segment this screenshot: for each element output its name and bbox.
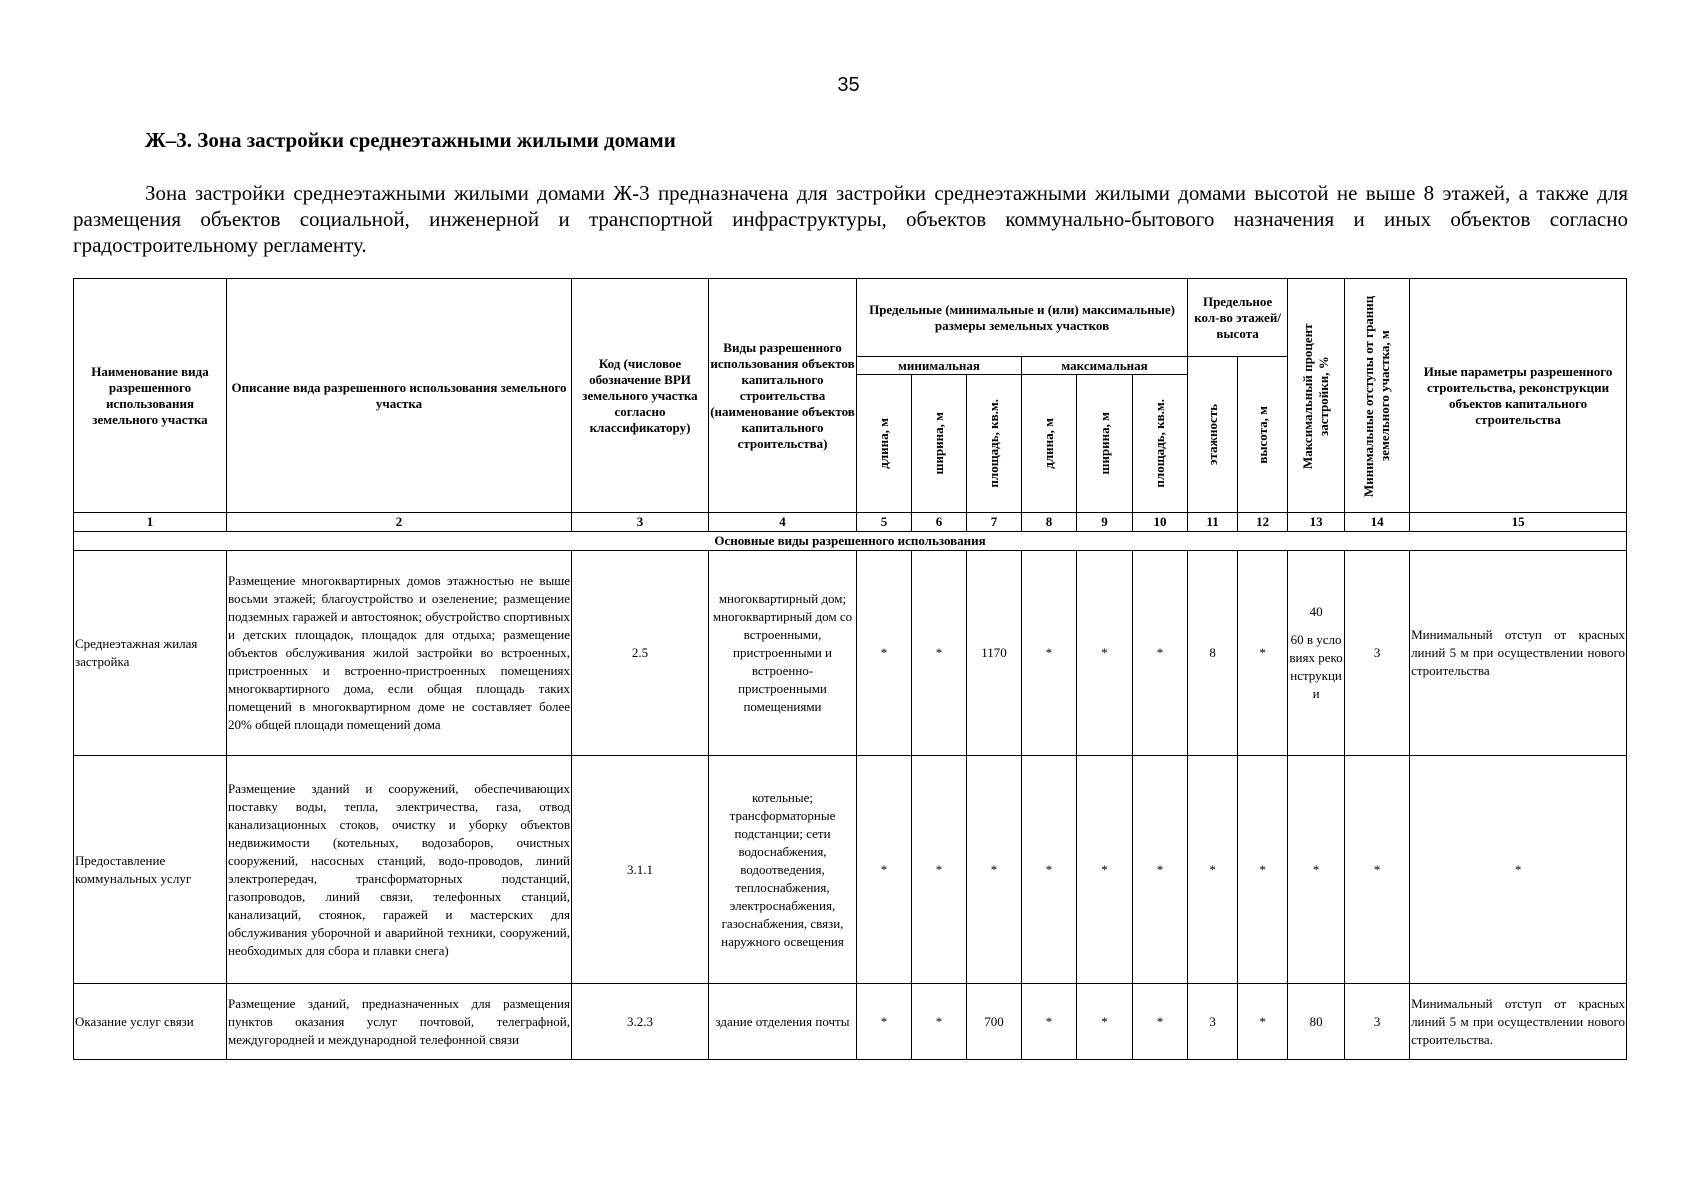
column-number: 4 [709,513,857,532]
section-title: Основные виды разрешенного использования [74,532,1627,551]
min-setback: 3 [1345,984,1410,1060]
column-number: 9 [1077,513,1133,532]
min-area: * [967,756,1022,984]
table-row [74,984,1627,1060]
use-name: Среднеэтажная жилая застройка [74,551,227,756]
header-code: Код (числовое обозначение ВРИ земельного участка согласно классификатору) [572,279,709,513]
header-floor-count [1188,357,1238,513]
header-max-area [1133,375,1188,513]
max-length: * [1022,551,1077,756]
max-percent: * [1288,756,1345,984]
use-description: Размещение зданий и сооружений, обеспечивающих поставку воды, тепла, электричества, газа, отвод канализационных стоков, очистку и уборку объектов недвижимости (котельных, водозаборов, очистных сооружений, насосных станций, водо-проводов, линий электропередач, трансформаторных подстанций, газопроводов, линий связи, телефонных станций, канализаций, стоянок, гаражей и мастерских для обслуживания уборочной и аварийной техники, сооружений, необходимых для сбора и плавки снега) [227,756,572,984]
column-number: 11 [1188,513,1238,532]
min-width: * [912,984,967,1060]
header-max-width-text: ширина, м [1096,412,1112,475]
header-max-percent [1288,279,1345,513]
use-code: 3.1.1 [572,756,709,984]
header-description: Описание вида разрешенного использования земельного участка [227,279,572,513]
floor-count: 8 [1188,551,1238,756]
min-length: * [857,756,912,984]
use-objects: многоквартирный дом; многоквартирный дом со встроенными, пристроенными и встроенно-пристроенными помещениями [709,551,857,756]
header-min-length [857,375,912,513]
max-percent-note: 60 в условиях реконструкции [1289,632,1343,701]
max-percent: 80 [1288,984,1345,1060]
regulation-table [73,278,1627,1060]
other-params: * [1410,756,1627,984]
min-width: * [912,551,967,756]
use-description: Размещение многоквартирных домов этажностью не выше восьми этажей; благоустройство и озеленение; размещение подземных гаражей и автостоянок; обустройство спортивных и детских площадок, площадок для отдыха; размещение объектов обслуживания жилой застройки во встроенных, пристроенных и встроенно-пристроенных помещениях многоквартирного дома, если общая площадь таких помещений в многоквартирном доме не составляет более 20% общей площади помещений дома [227,551,572,756]
use-objects: котельные; трансформаторные подстанции; сети водоснабжения, водоотведения, теплоснабжения, электроснабжения, газоснабжения, связи, наружного освещения [709,756,857,984]
max-percent-value: 40 [1309,604,1323,619]
min-width: * [912,756,967,984]
height: * [1238,551,1288,756]
other-params: Минимальный отступ от красных линий 5 м при осуществлении нового строительства [1410,551,1627,756]
header-max-width [1077,375,1133,513]
max-width: * [1077,984,1133,1060]
max-area: * [1133,984,1188,1060]
page-number: 35 [837,74,860,96]
column-number: 15 [1410,513,1627,532]
column-number: 3 [572,513,709,532]
max-length: * [1022,984,1077,1060]
column-number: 7 [967,513,1022,532]
header-min: минимальная [857,357,1022,375]
max-area: * [1133,551,1188,756]
use-description: Размещение зданий, предназначенных для размещения пунктов оказания услуг почтовой, телеграфной, междугородней и международной телефонной связи [227,984,572,1060]
header-min-setback [1345,279,1410,513]
column-number: 14 [1345,513,1410,532]
use-code: 3.2.3 [572,984,709,1060]
max-width: * [1077,551,1133,756]
max-width: * [1077,756,1133,984]
column-number-row [74,513,1627,532]
min-length: * [857,551,912,756]
column-number: 13 [1288,513,1345,532]
use-name: Предоставление коммунальных услуг [74,756,227,984]
header-other-params: Иные параметры разрешенного строительства, реконструкции объектов капитального строительства [1410,279,1627,513]
header-max-area-text: площадь, кв.м. [1152,399,1168,488]
min-area: 1170 [967,551,1022,756]
header-max: максимальная [1022,357,1188,375]
header-use-name: Наименование вида разрешенного использования земельного участка [74,279,227,513]
intro-paragraph: Зона застройки среднеэтажными жилыми домами Ж-3 предназначена для застройки среднеэтажными жилыми домами высотой не выше 8 этажей, а также для размещения объектов социальной, инженерной и транспортной инфраструктуры, объектов коммунально-бытового назначения и иных объектов согласно градостроительному регламенту. [73,181,1628,257]
header-floor-count-text: этажность [1204,403,1220,466]
header-height [1238,357,1288,513]
use-name: Оказание услуг связи [74,984,227,1060]
header-max-percent-text: Максимальный процент застройки, % [1300,322,1332,469]
column-number: 2 [227,513,572,532]
max-percent [1288,551,1345,756]
section-heading: Ж–3. Зона застройки среднеэтажными жилыми домами [145,128,676,152]
column-number: 12 [1238,513,1288,532]
header-plot-sizes: Предельные (минимальные и (или) максимальные) размеры земельных участков [857,279,1188,357]
table-row [74,756,1627,984]
header-max-length [1022,375,1077,513]
header-min-width-text: ширина, м [931,412,946,475]
header-floors-height: Предельное кол-во этажей/ высота [1188,279,1288,357]
min-area: 700 [967,984,1022,1060]
column-number: 6 [912,513,967,532]
column-number: 8 [1022,513,1077,532]
table-row [74,551,1627,756]
header-min-width [912,375,967,513]
max-length: * [1022,756,1077,984]
header-height-text: высота, м [1254,405,1270,464]
use-objects: здание отделения почты [709,984,857,1060]
min-setback: 3 [1345,551,1410,756]
header-min-area [967,375,1022,513]
column-number: 1 [74,513,227,532]
min-setback: * [1345,756,1410,984]
floor-count: * [1188,756,1238,984]
column-number: 10 [1133,513,1188,532]
max-area: * [1133,756,1188,984]
header-min-area-text: площадь, кв.м. [986,399,1001,488]
use-code: 2.5 [572,551,709,756]
header-objects: Виды разрешенного использования объектов капитального строительства (наименование объектов капитального строительства) [709,279,857,513]
min-length: * [857,984,912,1060]
height: * [1238,984,1288,1060]
header-min-setback-text: Минимальные отступы от границ земельного участка, м [1361,294,1393,497]
header-max-length-text: длина, м [1041,418,1056,469]
floor-count: 3 [1188,984,1238,1060]
other-params: Минимальный отступ от красных линий 5 м при осуществлении нового строительства. [1410,984,1627,1060]
column-number: 5 [857,513,912,532]
height: * [1238,756,1288,984]
header-min-length-text: длина, м [876,418,891,469]
